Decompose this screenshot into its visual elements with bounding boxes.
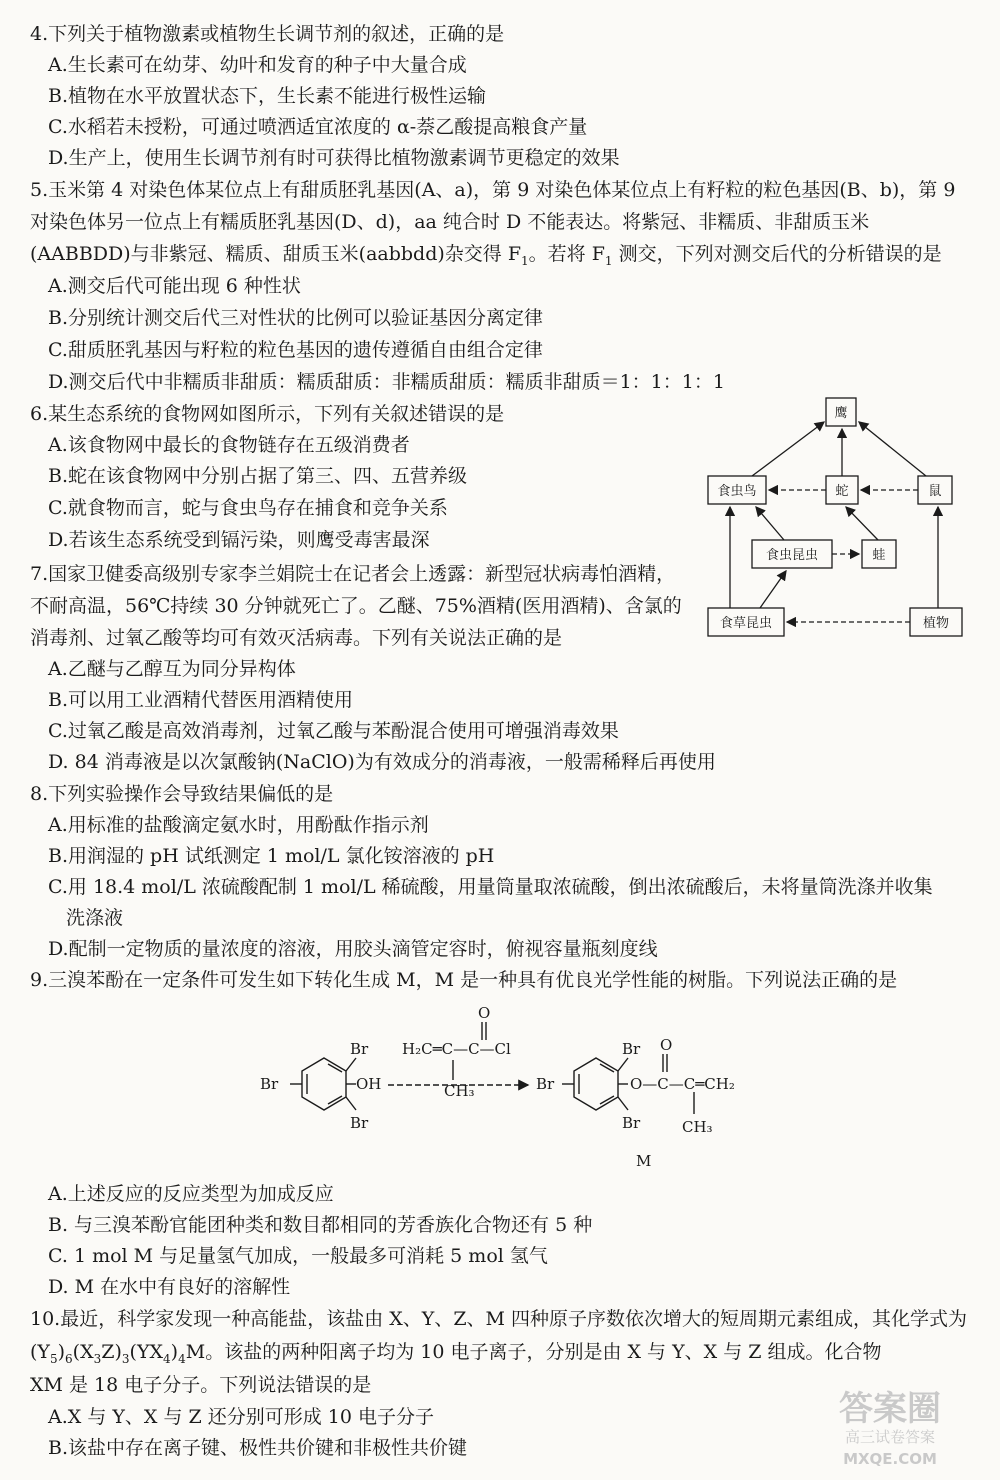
q10-option-a: A.X 与 Y、X 与 Z 还分别可形成 10 电子分子 <box>48 1406 435 1428</box>
q4-option-d: D.生产上，使用生长调节剂有时可获得比植物激素调节更稳定的效果 <box>48 147 620 169</box>
q8-option-b: B.用润湿的 pH 试纸测定 1 mol/L 氯化铵溶液的 pH <box>48 845 495 867</box>
q6-option-a: A.该食物网中最长的食物链存在五级消费者 <box>48 434 410 456</box>
reagent-formula: H₂C═C—C—Cl <box>402 1040 511 1058</box>
mouse-label: 鼠 <box>928 484 942 499</box>
reagent-ch3: CH₃ <box>444 1082 475 1100</box>
q9-stem: 9.三溴苯酚在一定条件可发生如下转化生成 M，M 是一种具有优良光学性能的树脂。下列说法正确的是 <box>30 969 898 991</box>
arrow-bird-hawk <box>752 422 824 476</box>
product-br-bottom: Br <box>622 1114 641 1132</box>
q10-option-b: B.该盐中存在离子键、极性共价键和非极性共价键 <box>48 1437 468 1459</box>
reagent-o: O <box>478 1004 491 1022</box>
q10-stem-line2: $(Y_5)_6(X_3Z)_3(YX_4)_4M$。该盐的两种阳离子均为 10 电子离子，分别是由 X 与 Y、X 与 Z 组成。化合物 <box>30 1341 882 1366</box>
reactant-ring <box>302 1058 346 1110</box>
q9-option-d: D. M 在水中有良好的溶解性 <box>48 1276 291 1298</box>
q8-option-c: C.用 18.4 mol/L 浓硫酸配制 1 mol/L 稀硫酸，用量筒量取浓硫酸，倒出浓硫酸后，未将量筒洗涤并收集 <box>48 876 933 898</box>
q6-option-c: C.就食物而言，蛇与食虫鸟存在捕食和竞争关系 <box>48 497 448 519</box>
herbivore-label: 食草昆虫 <box>719 616 773 631</box>
product-ch3: CH₃ <box>682 1118 713 1136</box>
hawk-label: 鹰 <box>834 406 848 421</box>
q6-option-d: D.若该生态系统受到镉污染，则鹰受毒害最深 <box>48 529 430 551</box>
reactant-br-top: Br <box>350 1040 369 1058</box>
q4-option-b: B.植物在水平放置状态下，生长素不能进行极性运输 <box>48 85 487 107</box>
reaction-scheme <box>250 992 770 1172</box>
product-label-m: M <box>636 1152 652 1170</box>
q9-option-c: C. 1 mol M 与足量氢气加成，一般最多可消耗 5 mol 氢气 <box>48 1245 548 1267</box>
q7-stem-line1: 7.国家卫健委高级别专家李兰娟院士在记者会上透露：新型冠状病毒怕酒精， <box>30 563 676 585</box>
product-ring <box>574 1058 618 1110</box>
product-carbonyl-o: O <box>660 1036 673 1054</box>
product-br-left: Br <box>536 1075 555 1093</box>
reactant-oh: OH <box>356 1075 382 1093</box>
q5-option-c: C.甜质胚乳基因与籽粒的粒色基因的遗传遵循自由组合定律 <box>48 339 543 361</box>
arrow-mouse-hawk <box>859 422 926 476</box>
arrow-frog-snake <box>846 507 878 540</box>
q8-option-c-cont: 洗涤液 <box>66 907 124 929</box>
frog-label: 蛙 <box>872 548 886 563</box>
watermark-small: 高三试卷答案 <box>844 1428 936 1446</box>
q4-stem: 4.下列关于植物激素或植物生长调节剂的叙述，正确的是 <box>30 23 505 45</box>
q8-option-d: D.配制一定物质的量浓度的溶液，用胶头滴管定容时，俯视容量瓶刻度线 <box>48 938 658 960</box>
product-br-top: Br <box>622 1040 641 1058</box>
q4-option-a: A.生长素可在幼芽、幼叶和发育的种子中大量合成 <box>48 54 467 76</box>
q5-option-a: A.测交后代可能出现 6 种性状 <box>48 275 301 297</box>
q6-stem: 6.某生态系统的食物网如图所示，下列有关叙述错误的是 <box>30 403 505 425</box>
q9-option-b: B. 与三溴苯酚官能团种类和数目都相同的芳香族化合物还有 5 种 <box>48 1214 593 1236</box>
snake-label: 蛇 <box>835 484 849 499</box>
q9-option-a: A.上述反应的反应类型为加成反应 <box>48 1183 334 1205</box>
q6-option-b: B.蛇在该食物网中分别占据了第三、四、五营养级 <box>48 465 468 487</box>
q4-option-c: C.水稻若未授粉，可通过喷洒适宜浓度的 α-萘乙酸提高粮食产量 <box>48 116 588 138</box>
q8-option-a: A.用标准的盐酸滴定氨水时，用酚酞作指示剂 <box>48 814 429 836</box>
watermark-url: MXQE.COM <box>843 1450 937 1468</box>
q5-stem-line2: 对染色体另一位点上有糯质胚乳基因(D、d)，aa 纯合时 D 不能表达。将紫冠、非糯质、非甜质玉米 <box>30 211 870 233</box>
q10-stem-line3: XM 是 18 电子分子。下列说法错误的是 <box>30 1374 372 1396</box>
q5-stem-line3: (AABBDD)与非紫冠、糯质、甜质玉米(aabbdd)杂交得 $F_1$。若将 $F_1$ 测交，下列对测交后代的分析错误的是 <box>30 243 942 268</box>
arrow-insectivore-bird <box>756 507 784 540</box>
food-web-diagram <box>700 392 970 646</box>
watermark <box>800 1382 980 1472</box>
reactant-br-left: Br <box>260 1075 279 1093</box>
plant-label: 植物 <box>922 616 950 631</box>
q7-option-c: C.过氧乙酸是高效消毒剂，过氧乙酸与苯酚混合使用可增强消毒效果 <box>48 720 619 742</box>
q7-option-d: D. 84 消毒液是以次氯酸钠(NaClO)为有效成分的消毒液，一般需稀释后再使用 <box>48 751 716 773</box>
watermark-big: 答案圈 <box>839 1389 941 1429</box>
q7-stem-line2: 不耐高温，56℃持续 30 分钟就死亡了。乙醚、75%酒精(医用酒精)、含氯的 <box>30 595 682 617</box>
q7-option-a: A.乙醚与乙醇互为同分异构体 <box>48 658 296 680</box>
q5-option-d: D.测交后代中非糯质非甜质：糯质甜质：非糯质甜质：糯质非甜质＝1：1：1：1 <box>48 371 725 393</box>
reactant-br-bottom: Br <box>350 1114 369 1132</box>
q5-option-b: B.分别统计测交后代三对性状的比例可以验证基因分离定律 <box>48 307 544 329</box>
insectivore-label: 食虫昆虫 <box>765 548 819 563</box>
bird-label: 食虫鸟 <box>717 484 757 499</box>
q10-stem-line1: 10.最近，科学家发现一种高能盐，该盐由 X、Y、Z、M 四种原子序数依次增大的短周期元素组成，其化学式为 <box>30 1308 968 1330</box>
q8-stem: 8.下列实验操作会导致结果偏低的是 <box>30 783 334 805</box>
product-chain: O—C—C═CH₂ <box>630 1075 735 1093</box>
q7-option-b: B.可以用工业酒精代替医用酒精使用 <box>48 689 354 711</box>
q7-stem-line3: 消毒剂、过氧乙酸等均可有效灭活病毒。下列有关说法正确的是 <box>30 627 563 649</box>
arrow-herbivore-insectivore <box>760 571 786 608</box>
q5-stem-line1: 5.玉米第 4 对染色体某位点上有甜质胚乳基因(A、a)，第 9 对染色体某位点上有籽粒的粒色基因(B、b)，第 9 <box>30 179 956 201</box>
